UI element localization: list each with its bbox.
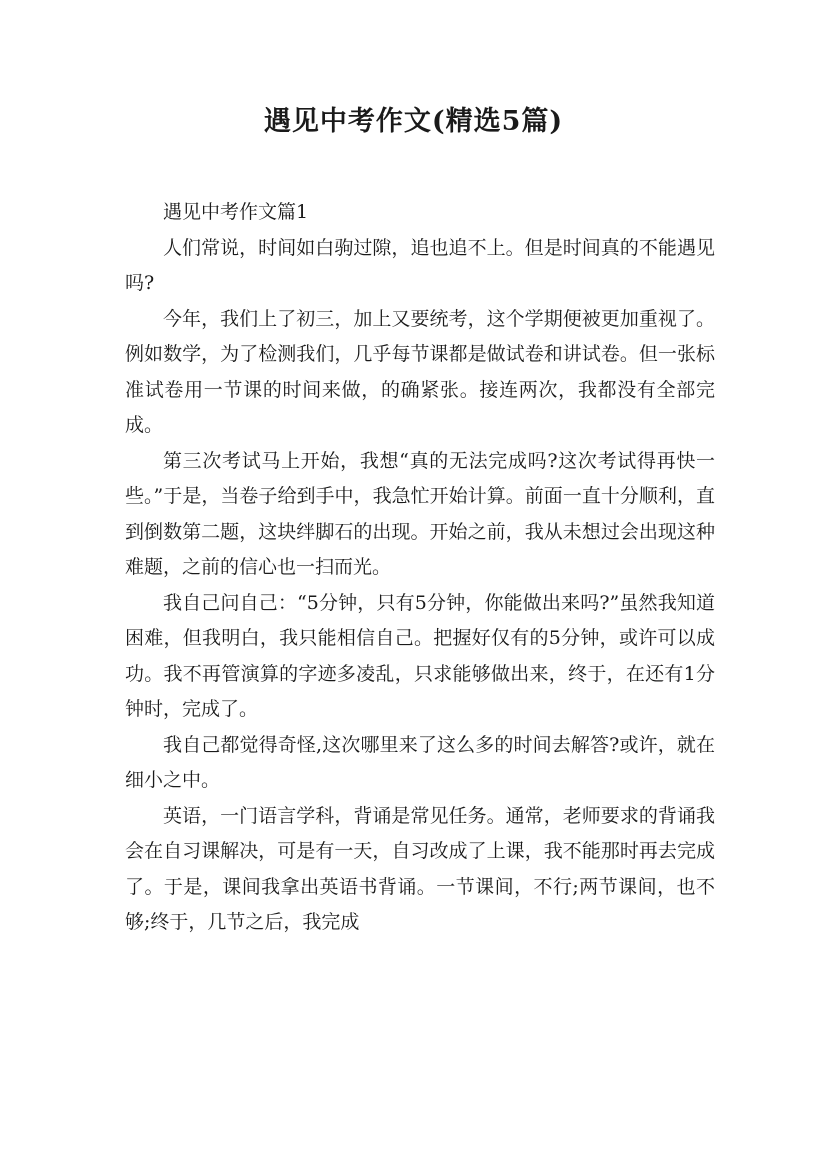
paragraph: 英语，一门语言学科，背诵是常见任务。通常，老师要求的背诵我会在自习课解决，可是有一天，自习改成了上课，我不能那时再去完成了。于是，课间我拿出英语书背诵。一节课间，不行;两节课间，也不够;终于，几节之后，我完成 [125, 804, 715, 933]
document-title: 遇见中考作文(精选5篇) [263, 106, 564, 137]
section-heading: 遇见中考作文篇1 [163, 201, 309, 223]
paragraph: 今年，我们上了初三，加上又要统考，这个学期便被更加重视了。例如数学，为了检测我们，几乎每节课都是做试卷和讲试卷。但一张标准试卷用一节课的时间来做，的确紧张。接连两次，我都没有全部完成。 [125, 307, 715, 436]
paragraph: 第三次考试马上开始，我想“真的无法完成吗?这次考试得再快一些。”于是，当卷子给到手中，我急忙开始计算。前面一直十分顺利，直到倒数第二题，这块绊脚石的出现。开始之前，我从未想过会出现这种难题，之前的信心也一扫而光。 [125, 449, 715, 578]
paragraph: 人们常说，时间如白驹过隙，追也追不上。但是时间真的不能遇见吗? [125, 236, 715, 294]
document-body [125, 195, 715, 941]
paragraph: 我自己都觉得奇怪,这次哪里来了这么多的时间去解答?或许，就在细小之中。 [125, 733, 715, 791]
paragraph: 我自己问自己：“5分钟，只有5分钟，你能做出来吗?”虽然我知道困难，但我明白，我只能相信自己。把握好仅有的5分钟，或许可以成功。我不再管演算的字迹多凌乱，只求能够做出来，终于，在还有1分钟时，完成了。 [125, 591, 715, 720]
